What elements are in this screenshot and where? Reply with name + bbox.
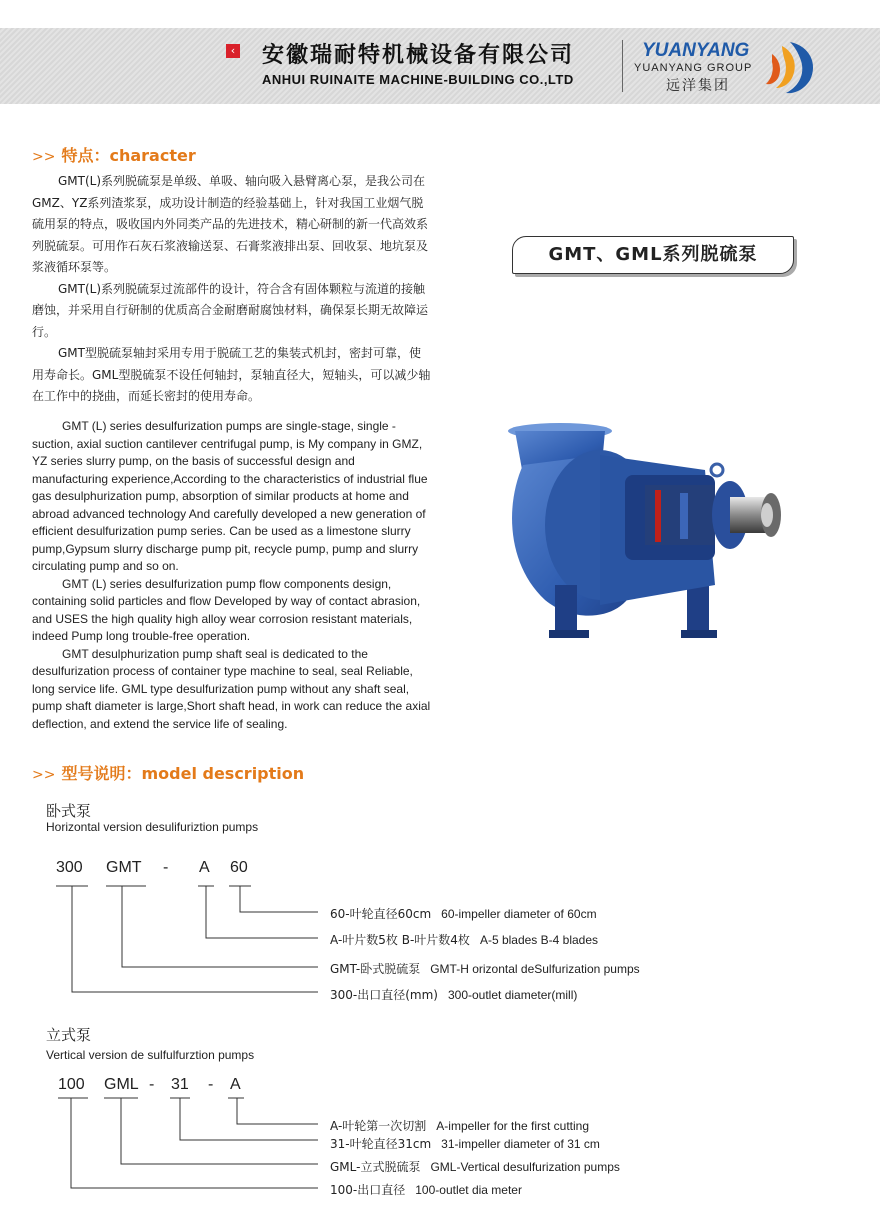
character-en-text	[32, 418, 432, 733]
code-60: 60	[230, 859, 248, 876]
red-arrow-icon: ‹	[226, 44, 240, 58]
code-a: A	[199, 859, 210, 876]
code-100: 100	[58, 1076, 85, 1093]
product-title-box	[512, 236, 794, 274]
vertical-label-en: Vertical version de sulfulfurztion pumps	[46, 1048, 255, 1062]
vertical-item: A-叶轮第一次切割 A-impeller for the first cutting	[330, 1119, 589, 1133]
section-title-model: >> 型号说明：model description	[32, 764, 305, 783]
cn-paragraph: GMT(L)系列脱硫泵是单级、单吸、轴向吸入悬臂离心泵，是我公司在GMZ、YZ系列渣浆泵，成功设计制造的经验基础上，针对我国工业烟气脱硫用泵的特点，吸收国内外同类产品的先进技术，精心研制的新一代高效系列脱硫泵。可用作石灰石浆液输送泵、石膏浆液排出泵、回收泵、地坑泵及浆液循环泵等。	[32, 174, 429, 274]
cn-paragraph: GMT型脱硫泵轴封采用专用于脱硫工艺的集装式机封，密封可靠，使用寿命长。GML型脱硫泵不设任何轴封，泵轴直径大，短轴头，可以减少轴在工作中的挠曲，而延长密封的使用寿命。	[32, 346, 431, 403]
character-cn-text	[32, 171, 432, 408]
vertical-item: GML-立式脱硫泵 GML-Vertical desulfurization pumps	[330, 1160, 620, 1174]
horizontal-label-cn: 卧式泵	[46, 802, 92, 820]
horizontal-item: A-叶片数5枚 B-叶片数4枚 A-5 blades B-4 blades	[330, 933, 599, 947]
code-dash: -	[208, 1076, 214, 1093]
code-dash: -	[149, 1076, 155, 1093]
code-gmt: GMT	[106, 859, 142, 876]
double-chevron-icon: >>	[32, 767, 56, 783]
brand-group: YUANYANG GROUP	[634, 62, 753, 74]
double-chevron-icon: >>	[32, 149, 56, 165]
vertical-item: 31-叶轮直径31cm 31-impeller diameter of 31 cm	[330, 1137, 600, 1151]
header-divider	[622, 40, 623, 92]
brand-name-cn: 远洋集团	[666, 78, 730, 94]
product-title: GMT、GML系列脱硫泵	[548, 244, 758, 265]
horizontal-item: GMT-卧式脱硫泵 GMT-H orizontal deSulfurization pumps	[330, 962, 640, 976]
section-title-character: >> 特点：character	[32, 146, 196, 165]
horizontal-item: 300-出口直径(mm) 300-outlet diameter(mill)	[330, 988, 578, 1002]
yuanyang-logo-icon	[760, 38, 822, 96]
brand-name: YUANYANG	[642, 40, 750, 61]
en-paragraph: GMT desulphurization pump shaft seal is dedicated to the desulfurization process of container type machine to seal, seal Reliable, long service life. GML type desulfurization pump without any shaft seal, pump shaft diameter is large,Short shaft head, in work can reduce the axial deflection, and extend the service life of sealing.	[32, 646, 431, 731]
en-paragraph: GMT (L) series desulfurization pumps are single-stage, single -suction, axial suction cantilever centrifugal pump, is My company in GMZ, YZ series slurry pump, on the basis of successful design and manufacturing experience,According to the characteristics of industrial flue gas desulphurization pump, absorption of similar products at home and abroad advanced technology And carefully developed a new generation of efficient desulfurization pump series. Can be used as a limestone slurry pump,Gypsum slurry discharge pump pit, recycle pump, pump and slurry circulating pump and so on.	[32, 419, 428, 573]
pump-image	[505, 415, 805, 655]
company-name-en: ANHUI RUINAITE MACHINE-BUILDING CO.,LTD	[262, 72, 574, 87]
horizontal-item: 60-叶轮直径60cm 60-impeller diameter of 60cm	[330, 907, 597, 921]
code-31: 31	[171, 1076, 189, 1093]
code-300: 300	[56, 859, 83, 876]
company-name-cn: 安徽瑞耐特机械设备有限公司	[262, 43, 575, 68]
en-paragraph: GMT (L) series desulfurization pump flow components design, containing solid particles and flow Developed by way of contact abrasion, and USES the high quality high alloy wear corrosion resistant materials, indeed Pump long trouble-free operation.	[32, 576, 421, 643]
cn-paragraph: GMT(L)系列脱硫泵过流部件的设计，符合含有固体颗粒与流道的接触磨蚀，并采用自行研制的优质高合金耐磨耐腐蚀材料，确保泵长期无故障运行。	[32, 281, 429, 339]
horizontal-label-en: Horizontal version desulifuriztion pumps	[46, 820, 259, 834]
vertical-label-cn: 立式泵	[46, 1026, 92, 1044]
vertical-item: 100-出口直径 100-outlet dia meter	[330, 1183, 522, 1197]
code-gml: GML	[104, 1076, 139, 1093]
code-a: A	[230, 1076, 241, 1093]
code-dash: -	[163, 859, 169, 876]
